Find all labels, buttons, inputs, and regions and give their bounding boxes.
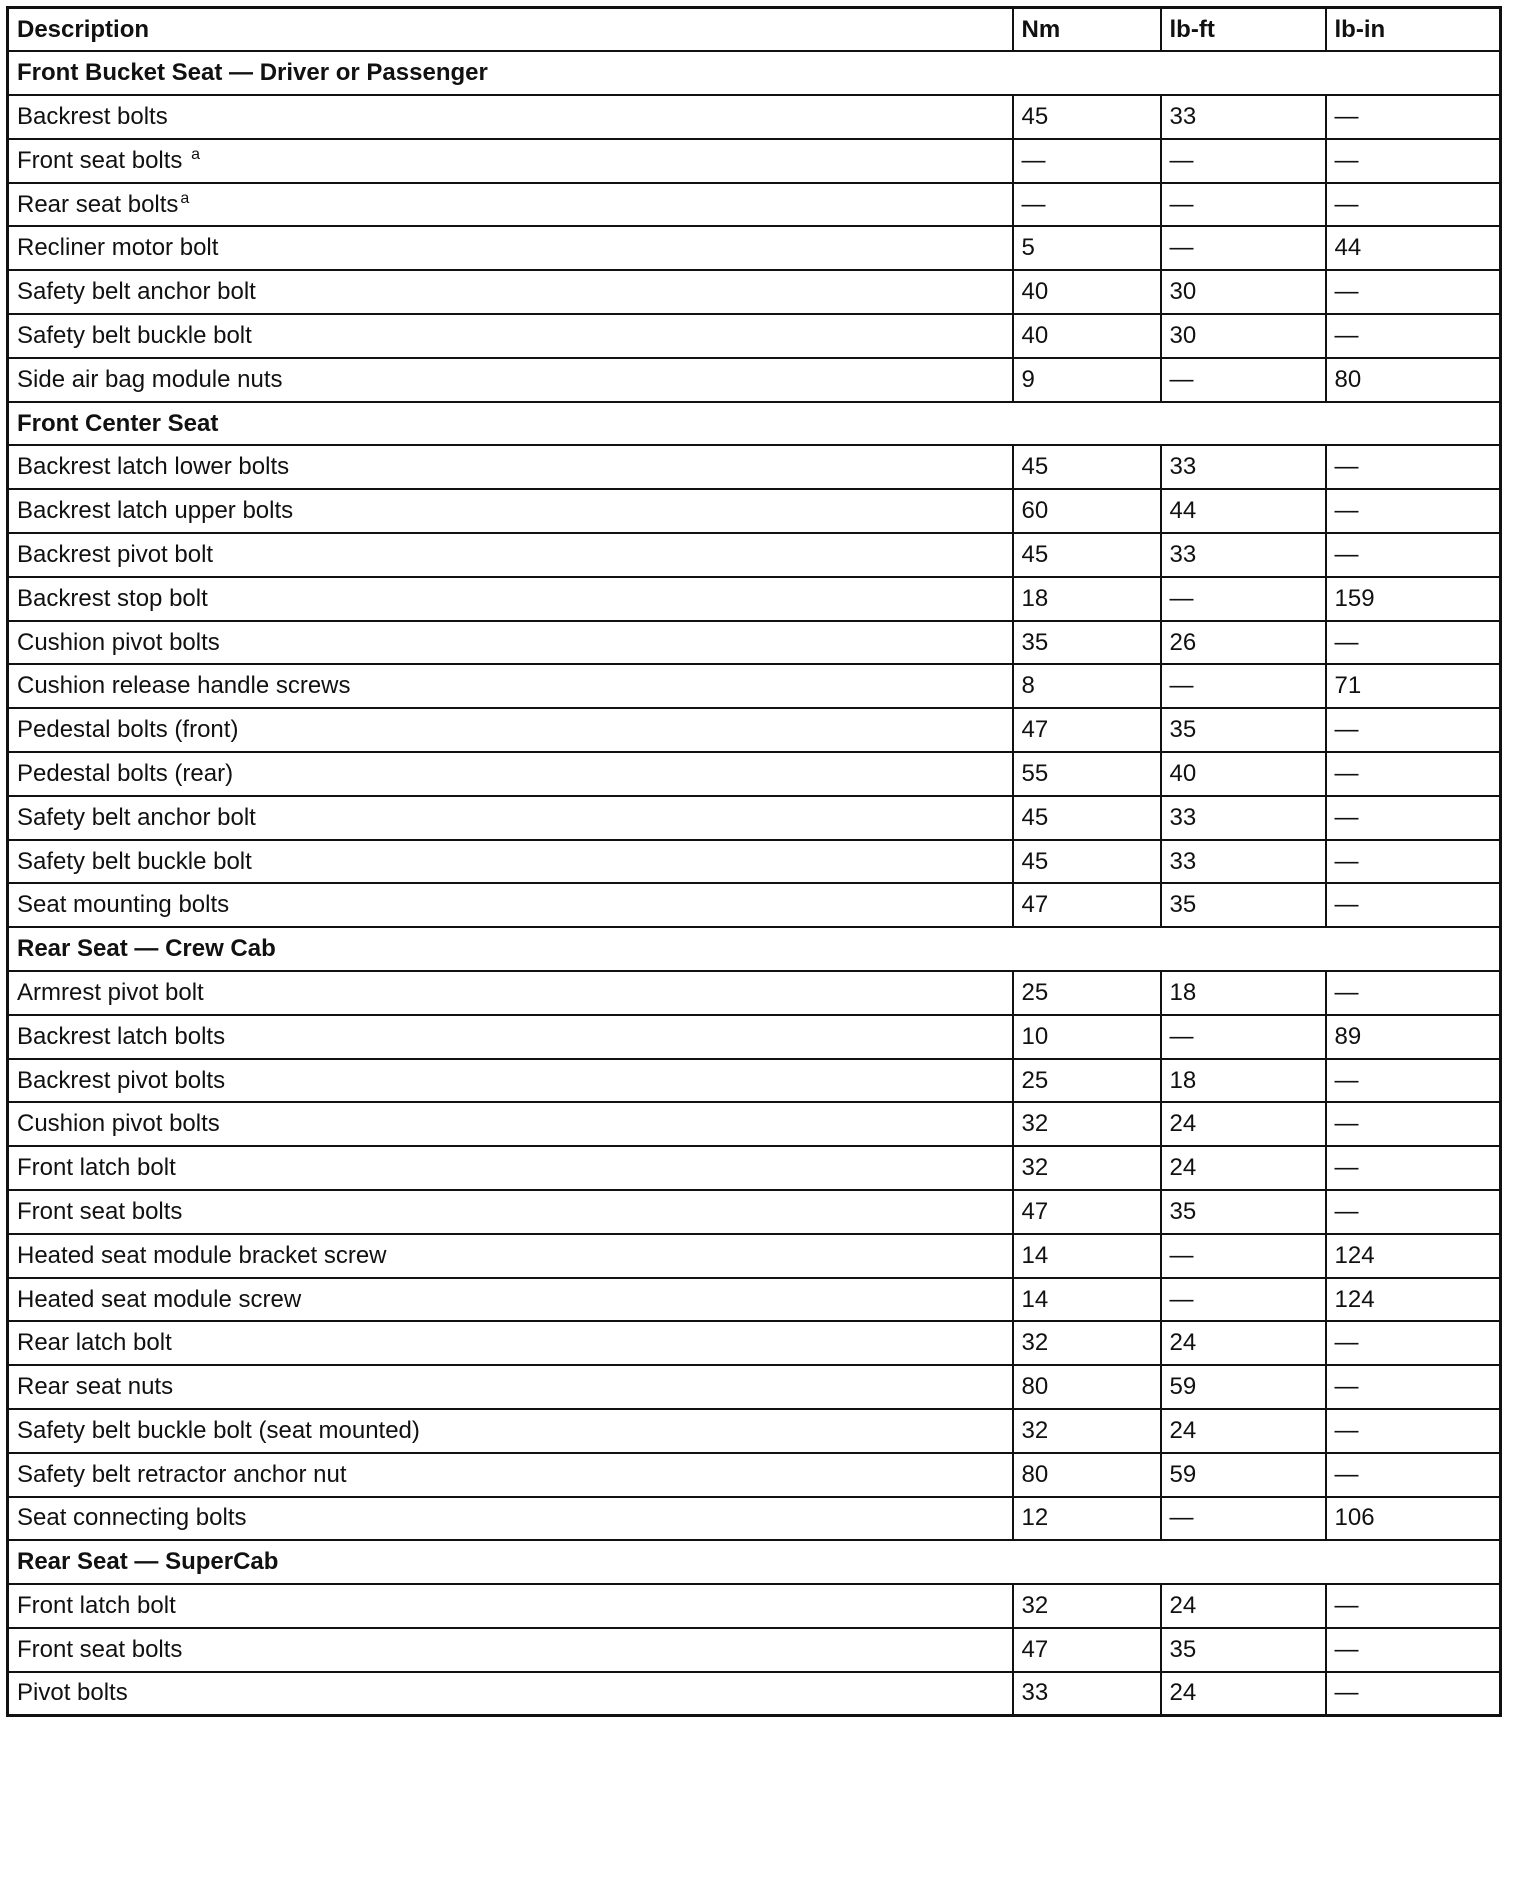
cell-nm: 80 <box>1013 1365 1161 1409</box>
section-row <box>8 51 1501 95</box>
table-row <box>8 270 1501 314</box>
cell-lbft: 35 <box>1161 708 1326 752</box>
section-row <box>8 927 1501 971</box>
cell-lbft: 44 <box>1161 489 1326 533</box>
cell-lbft: — <box>1161 358 1326 402</box>
description-text: Cushion pivot bolts <box>17 628 220 656</box>
cell-nm: 8 <box>1013 664 1161 708</box>
cell-lbin: — <box>1326 183 1501 227</box>
cell-lbft: — <box>1161 1234 1326 1278</box>
cell-lbft: 24 <box>1161 1584 1326 1628</box>
cell-nm: 5 <box>1013 226 1161 270</box>
cell-lbin: — <box>1326 883 1501 927</box>
cell-nm: 32 <box>1013 1102 1161 1146</box>
cell-description <box>8 226 1013 270</box>
description-text: Backrest latch lower bolts <box>17 453 290 481</box>
cell-lbft: — <box>1161 139 1326 183</box>
cell-nm: 32 <box>1013 1321 1161 1365</box>
cell-lbft: 35 <box>1161 1628 1326 1672</box>
cell-description <box>8 577 1013 621</box>
cell-description <box>8 1497 1013 1541</box>
cell-nm: 33 <box>1013 1672 1161 1716</box>
cell-lbin: — <box>1326 95 1501 139</box>
cell-description <box>8 1278 1013 1322</box>
section-title: Front Bucket Seat — Driver or Passenger <box>8 51 1501 95</box>
cell-lbin: — <box>1326 621 1501 665</box>
cell-lbin: 106 <box>1326 1497 1501 1541</box>
column-header-lbft: lb-ft <box>1161 8 1326 52</box>
description-text: Rear seat bolts <box>17 190 179 218</box>
cell-lbin: 71 <box>1326 664 1501 708</box>
cell-lbft: 24 <box>1161 1146 1326 1190</box>
cell-lbft: 33 <box>1161 840 1326 884</box>
cell-lbft: — <box>1161 577 1326 621</box>
description-text: Rear seat nuts <box>17 1373 174 1401</box>
table-row <box>8 1146 1501 1190</box>
cell-description <box>8 358 1013 402</box>
cell-lbin: — <box>1326 533 1501 577</box>
cell-nm: 47 <box>1013 883 1161 927</box>
cell-lbft: 26 <box>1161 621 1326 665</box>
table-row <box>8 1278 1501 1322</box>
cell-description <box>8 883 1013 927</box>
cell-lbin: — <box>1326 1628 1501 1672</box>
description-text: Safety belt retractor anchor nut <box>17 1460 347 1488</box>
description-text: Safety belt anchor bolt <box>17 278 256 306</box>
description-text: Safety belt buckle bolt (seat mounted) <box>17 1416 420 1444</box>
cell-lbin: — <box>1326 1059 1501 1103</box>
torque-spec-table <box>6 6 1502 1717</box>
cell-lbin: — <box>1326 971 1501 1015</box>
cell-lbft: 18 <box>1161 971 1326 1015</box>
cell-lbin: — <box>1326 139 1501 183</box>
cell-nm: 18 <box>1013 577 1161 621</box>
table-row <box>8 1497 1501 1541</box>
table-body <box>8 51 1501 1715</box>
cell-description <box>8 314 1013 358</box>
cell-description <box>8 1584 1013 1628</box>
footnote-marker: a <box>180 189 190 207</box>
cell-lbft: 33 <box>1161 796 1326 840</box>
table-row <box>8 708 1501 752</box>
cell-lbin: — <box>1326 1584 1501 1628</box>
cell-nm: 14 <box>1013 1234 1161 1278</box>
cell-lbin: — <box>1326 1321 1501 1365</box>
cell-description <box>8 183 1013 227</box>
description-text: Front seat bolts <box>17 1197 183 1225</box>
table-row <box>8 577 1501 621</box>
cell-lbin: — <box>1326 1146 1501 1190</box>
table-row <box>8 664 1501 708</box>
cell-lbft: 33 <box>1161 95 1326 139</box>
cell-lbft: 24 <box>1161 1321 1326 1365</box>
cell-lbft: 24 <box>1161 1102 1326 1146</box>
cell-nm: 55 <box>1013 752 1161 796</box>
table-row <box>8 489 1501 533</box>
cell-lbft: 24 <box>1161 1409 1326 1453</box>
cell-lbin: — <box>1326 1453 1501 1497</box>
column-header-description: Description <box>8 8 1013 52</box>
cell-nm: 45 <box>1013 533 1161 577</box>
column-header-nm: Nm <box>1013 8 1161 52</box>
cell-nm: 45 <box>1013 445 1161 489</box>
cell-description <box>8 445 1013 489</box>
cell-nm: 25 <box>1013 1059 1161 1103</box>
description-text: Side air bag module nuts <box>17 365 283 393</box>
table-row <box>8 1453 1501 1497</box>
description-text: Cushion pivot bolts <box>17 1110 220 1138</box>
cell-lbin: — <box>1326 1102 1501 1146</box>
cell-nm: 12 <box>1013 1497 1161 1541</box>
cell-lbft: 30 <box>1161 314 1326 358</box>
section-title: Rear Seat — Crew Cab <box>8 927 1501 971</box>
description-text: Backrest bolts <box>17 102 168 130</box>
cell-nm: 9 <box>1013 358 1161 402</box>
cell-nm: 40 <box>1013 314 1161 358</box>
cell-description <box>8 708 1013 752</box>
description-text: Front seat bolts <box>17 146 190 174</box>
cell-nm: 80 <box>1013 1453 1161 1497</box>
cell-nm: 32 <box>1013 1409 1161 1453</box>
cell-lbin: — <box>1326 1190 1501 1234</box>
cell-description <box>8 1146 1013 1190</box>
table-row <box>8 1672 1501 1716</box>
cell-lbin: 124 <box>1326 1234 1501 1278</box>
cell-lbin: — <box>1326 314 1501 358</box>
table-row <box>8 752 1501 796</box>
cell-lbin: — <box>1326 796 1501 840</box>
footnote-marker: a <box>191 145 200 163</box>
description-text: Front seat bolts <box>17 1635 183 1663</box>
table-row <box>8 1015 1501 1059</box>
cell-description <box>8 139 1013 183</box>
table-row <box>8 1102 1501 1146</box>
table-row <box>8 358 1501 402</box>
cell-description <box>8 752 1013 796</box>
cell-nm: 25 <box>1013 971 1161 1015</box>
cell-lbin: 80 <box>1326 358 1501 402</box>
description-text: Seat mounting bolts <box>17 891 230 919</box>
cell-nm: 32 <box>1013 1584 1161 1628</box>
table-row <box>8 533 1501 577</box>
cell-lbft: — <box>1161 664 1326 708</box>
cell-lbin: — <box>1326 1409 1501 1453</box>
cell-description <box>8 621 1013 665</box>
cell-lbin: 124 <box>1326 1278 1501 1322</box>
table-row <box>8 1321 1501 1365</box>
cell-description <box>8 1365 1013 1409</box>
cell-lbin: — <box>1326 489 1501 533</box>
table-row <box>8 1409 1501 1453</box>
cell-lbin: 89 <box>1326 1015 1501 1059</box>
cell-nm: 45 <box>1013 840 1161 884</box>
cell-lbft: 35 <box>1161 883 1326 927</box>
cell-lbin: — <box>1326 1672 1501 1716</box>
description-text: Seat connecting bolts <box>17 1504 247 1532</box>
cell-nm: 45 <box>1013 95 1161 139</box>
description-text: Front latch bolt <box>17 1592 176 1620</box>
description-text: Recliner motor bolt <box>17 234 219 262</box>
cell-description <box>8 1015 1013 1059</box>
section-row <box>8 1540 1501 1584</box>
cell-description <box>8 95 1013 139</box>
table-row <box>8 314 1501 358</box>
table-row <box>8 1584 1501 1628</box>
cell-lbin: — <box>1326 270 1501 314</box>
description-text: Backrest pivot bolt <box>17 540 214 568</box>
cell-nm: 60 <box>1013 489 1161 533</box>
description-text: Backrest stop bolt <box>17 584 208 612</box>
cell-description <box>8 971 1013 1015</box>
cell-nm: 47 <box>1013 1628 1161 1672</box>
description-text: Safety belt anchor bolt <box>17 803 256 831</box>
cell-lbft: 40 <box>1161 752 1326 796</box>
cell-lbft: — <box>1161 226 1326 270</box>
description-text: Safety belt buckle bolt <box>17 321 252 349</box>
cell-lbft: 33 <box>1161 445 1326 489</box>
cell-description <box>8 1321 1013 1365</box>
cell-lbft: — <box>1161 1497 1326 1541</box>
table-row <box>8 971 1501 1015</box>
description-text: Pedestal bolts (front) <box>17 716 239 744</box>
cell-lbft: 59 <box>1161 1453 1326 1497</box>
cell-lbft: — <box>1161 1015 1326 1059</box>
cell-nm: 35 <box>1013 621 1161 665</box>
table-row <box>8 1628 1501 1672</box>
cell-description <box>8 489 1013 533</box>
table-row <box>8 796 1501 840</box>
description-text: Heated seat module bracket screw <box>17 1241 387 1269</box>
cell-lbft: — <box>1161 183 1326 227</box>
cell-lbft: 59 <box>1161 1365 1326 1409</box>
cell-nm: 14 <box>1013 1278 1161 1322</box>
table-row <box>8 1365 1501 1409</box>
table-row <box>8 621 1501 665</box>
cell-description <box>8 1102 1013 1146</box>
cell-lbft: 18 <box>1161 1059 1326 1103</box>
table-row <box>8 840 1501 884</box>
description-text: Front latch bolt <box>17 1154 176 1182</box>
header-row <box>8 8 1501 52</box>
description-text: Rear latch bolt <box>17 1329 172 1357</box>
cell-description <box>8 1672 1013 1716</box>
column-header-lbin: lb-in <box>1326 8 1501 52</box>
section-title: Rear Seat — SuperCab <box>8 1540 1501 1584</box>
cell-description <box>8 664 1013 708</box>
cell-lbft: — <box>1161 1278 1326 1322</box>
description-text: Backrest pivot bolts <box>17 1066 226 1094</box>
cell-description <box>8 1059 1013 1103</box>
cell-nm: 10 <box>1013 1015 1161 1059</box>
table-row <box>8 183 1501 227</box>
description-text: Heated seat module screw <box>17 1285 302 1313</box>
cell-nm: — <box>1013 139 1161 183</box>
description-text: Backrest latch upper bolts <box>17 497 294 525</box>
cell-nm: 32 <box>1013 1146 1161 1190</box>
cell-description <box>8 1409 1013 1453</box>
section-row <box>8 402 1501 446</box>
table-row <box>8 1059 1501 1103</box>
cell-lbft: 24 <box>1161 1672 1326 1716</box>
table-row <box>8 226 1501 270</box>
description-text: Pivot bolts <box>17 1679 128 1707</box>
table-row <box>8 139 1501 183</box>
cell-lbft: 35 <box>1161 1190 1326 1234</box>
description-text: Cushion release handle screws <box>17 672 351 700</box>
table-header <box>8 8 1501 52</box>
cell-description <box>8 796 1013 840</box>
description-text: Safety belt buckle bolt <box>17 847 252 875</box>
cell-lbft: 33 <box>1161 533 1326 577</box>
description-text: Backrest latch bolts <box>17 1022 226 1050</box>
cell-description <box>8 1234 1013 1278</box>
cell-nm: — <box>1013 183 1161 227</box>
section-title: Front Center Seat <box>8 402 1501 446</box>
cell-nm: 47 <box>1013 1190 1161 1234</box>
description-text: Armrest pivot bolt <box>17 978 204 1006</box>
cell-lbin: — <box>1326 840 1501 884</box>
cell-nm: 40 <box>1013 270 1161 314</box>
cell-description <box>8 533 1013 577</box>
cell-description <box>8 1628 1013 1672</box>
cell-description <box>8 840 1013 884</box>
table-row <box>8 445 1501 489</box>
cell-lbin: 159 <box>1326 577 1501 621</box>
cell-lbin: — <box>1326 445 1501 489</box>
cell-description <box>8 270 1013 314</box>
cell-description <box>8 1190 1013 1234</box>
cell-lbin: 44 <box>1326 226 1501 270</box>
table-row <box>8 883 1501 927</box>
cell-lbft: 30 <box>1161 270 1326 314</box>
cell-nm: 47 <box>1013 708 1161 752</box>
table-row <box>8 1190 1501 1234</box>
cell-lbin: — <box>1326 1365 1501 1409</box>
cell-description <box>8 1453 1013 1497</box>
cell-lbin: — <box>1326 708 1501 752</box>
cell-nm: 45 <box>1013 796 1161 840</box>
table-row <box>8 1234 1501 1278</box>
table-row <box>8 95 1501 139</box>
description-text: Pedestal bolts (rear) <box>17 759 234 787</box>
cell-lbin: — <box>1326 752 1501 796</box>
